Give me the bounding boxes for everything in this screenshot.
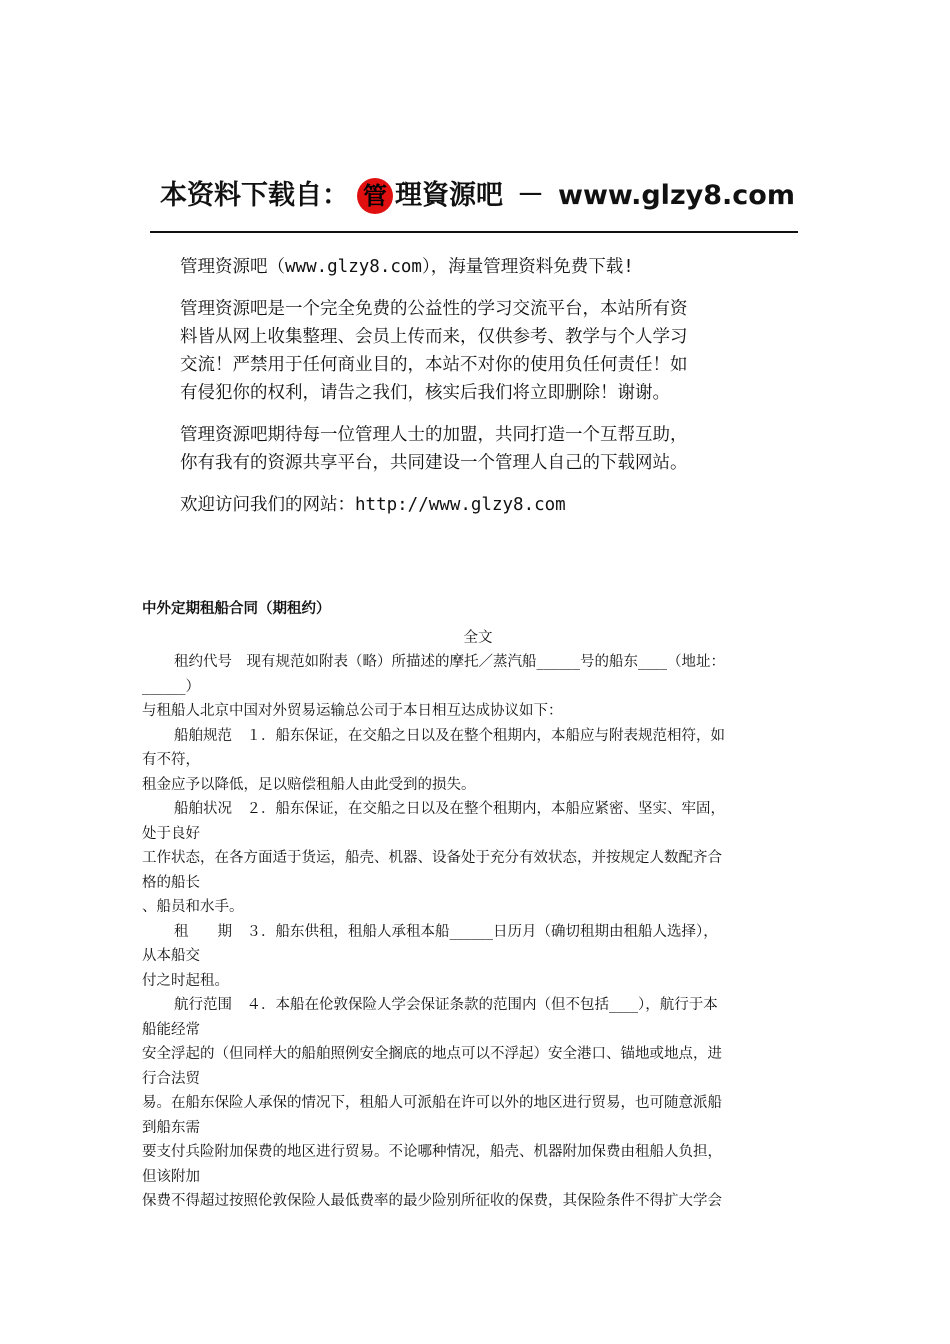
document-line: 付之时起租。 bbox=[142, 972, 229, 989]
download-banner bbox=[160, 176, 795, 216]
document-line: 工作状态，在各方面适于货运，船壳、机器、设备处于充分有效状态，并按规定人数配齐合 bbox=[142, 850, 722, 866]
site-notice bbox=[180, 253, 780, 533]
document-line: 租约代号 现有规范如附表（略）所描述的摩托／蒸汽船______号的船东____（地址： bbox=[174, 654, 725, 670]
document-line: 船舶状况 ２．船东保证，在交船之日以及在整个租期内，本船应紧密、坚实、牢固， bbox=[174, 801, 725, 817]
document-line: 、船员和水手。 bbox=[142, 899, 244, 915]
document-line: 租金应予以降低，足以赔偿租船人由此受到的损失。 bbox=[142, 776, 476, 793]
notice-line: 有侵犯你的权利，请告之我们，核实后我们将立即删除！谢谢。 bbox=[180, 383, 670, 403]
notice-line: 料皆从网上收集整理、会员上传而来，仅供参考、教学与个人学习 bbox=[180, 327, 688, 347]
document-line: 从本船交 bbox=[142, 948, 200, 964]
notice-line: 管理资源吧期待每一位管理人士的加盟，共同打造一个互帮互助， bbox=[180, 425, 688, 445]
document-line: 易。在船东保险人承保的情况下，租船人可派船在许可以外的地区进行贸易，也可随意派船 bbox=[142, 1095, 722, 1111]
document-line: ______） bbox=[142, 678, 200, 695]
document-line: 与租船人北京中国对外贸易运输总公司于本日相互达成协议如下： bbox=[142, 703, 563, 719]
document-line: 安全浮起的（但同样大的船舶照例安全搁底的地点可以不浮起）安全港口、锚地或地点，进 bbox=[142, 1046, 722, 1062]
document-subtitle: 全文 bbox=[463, 629, 493, 646]
document-line: 船能经常 bbox=[142, 1021, 200, 1038]
contract-document bbox=[142, 597, 814, 1214]
document-line: 行合法贸 bbox=[142, 1070, 200, 1087]
document-line: 到船东需 bbox=[142, 1119, 200, 1136]
notice-line: 你有我有的资源共享平台，共同建设一个管理人自己的下载网站。 bbox=[180, 453, 688, 473]
notice-paragraph bbox=[180, 253, 780, 281]
notice-line: 管理资源吧是一个完全免费的公益性的学习交流平台，本站所有资 bbox=[180, 299, 688, 319]
document-title: 中外定期租船合同（期租约） bbox=[142, 600, 331, 617]
notice-website-line[interactable]: 欢迎访问我们的网站：http://www.glzy8.com bbox=[180, 495, 566, 515]
document-line: 处于良好 bbox=[142, 825, 200, 842]
document-line: 租 期 ３．船东供租，租船人承租本船______日历月（确切租期由租船人选择）， bbox=[174, 923, 718, 940]
site-logo-icon: 管 bbox=[357, 178, 393, 214]
notice-paragraph bbox=[180, 421, 780, 477]
banner-site-name: 理資源吧 bbox=[395, 180, 503, 211]
document-line: 格的船长 bbox=[142, 874, 200, 891]
banner-divider bbox=[150, 231, 798, 233]
notice-paragraph bbox=[180, 295, 780, 407]
document-line: 保费不得超过按照伦敦保险人最低费率的最少险别所征收的保费，其保险条件不得扩大学会 bbox=[142, 1193, 722, 1209]
notice-line: 管理资源吧（www.glzy8.com），海量管理资料免费下载! bbox=[180, 257, 634, 277]
notice-paragraph bbox=[180, 491, 780, 519]
document-line: 有不符， bbox=[142, 752, 200, 768]
notice-line: 交流！严禁用于任何商业目的，本站不对你的使用负任何责任！如 bbox=[180, 355, 688, 375]
document-line: 要支付兵险附加保费的地区进行贸易。不论哪种情况，船壳、机器附加保费由租船人负担， bbox=[142, 1144, 722, 1160]
banner-domain-link[interactable]: www.glzy8.com bbox=[558, 180, 795, 211]
document-line: 航行范围 ４．本船在伦敦保险人学会保证条款的范围内（但不包括____），航行于本 bbox=[174, 997, 718, 1013]
banner-separator: － bbox=[517, 180, 544, 211]
document-line: 船舶规范 １．船东保证，在交船之日以及在整个租期内，本船应与附表规范相符，如 bbox=[174, 727, 725, 744]
document-line: 但该附加 bbox=[142, 1168, 200, 1185]
banner-prefix: 本资料下载自： bbox=[160, 180, 349, 211]
